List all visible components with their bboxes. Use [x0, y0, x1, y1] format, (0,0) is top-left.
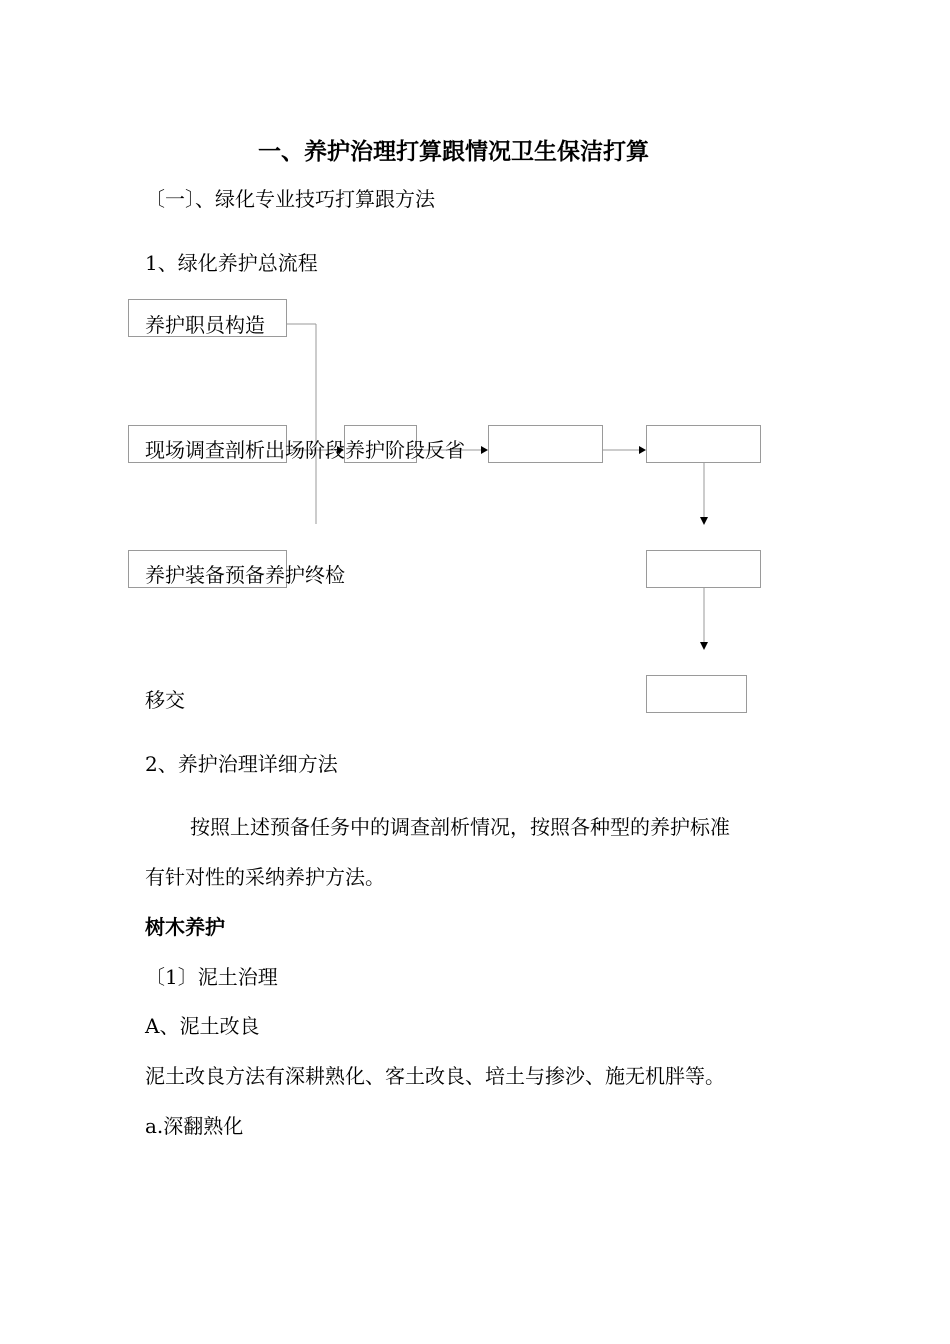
sub-heading-soil: 〔1〕泥土治理 — [145, 965, 278, 989]
flow-text-row3: 养护装备预备养护终检 — [145, 563, 345, 587]
flow-text-row2: 现场调查剖析出场阶段养护阶段反省 — [145, 438, 465, 462]
arrow-head — [700, 517, 708, 525]
paragraph-soil: 泥土改良方法有深耕熟化、客土改良、培土与掺沙、施无机胖等。 — [145, 1064, 725, 1088]
arrow-head — [639, 446, 646, 454]
item-heading-2: 2、养护治理详细方法 — [145, 752, 338, 776]
arrow-head — [481, 446, 488, 454]
heading-tree-care: 树木养护 — [145, 915, 225, 939]
flow-text-row4: 移交 — [145, 688, 185, 712]
item-heading-1: 1、绿化养护总流程 — [145, 251, 318, 275]
arrow-head — [700, 642, 708, 650]
section-heading: 〔一〕、绿化专业技巧打算跟方法 — [145, 187, 435, 211]
paragraph-line-2: 有针对性的采纳养护方法。 — [145, 865, 385, 889]
flow-text-row1: 养护职员构造 — [145, 313, 265, 337]
sub-heading-deep-tillage: a.深翻熟化 — [145, 1114, 244, 1138]
page-title: 一、养护治理打算跟情况卫生保洁打算 — [258, 139, 649, 165]
sub-heading-a: A、泥土改良 — [145, 1014, 260, 1038]
paragraph-line-1: 按照上述预备任务中的调查剖析情况，按照各种型的养护标准 — [190, 815, 730, 839]
